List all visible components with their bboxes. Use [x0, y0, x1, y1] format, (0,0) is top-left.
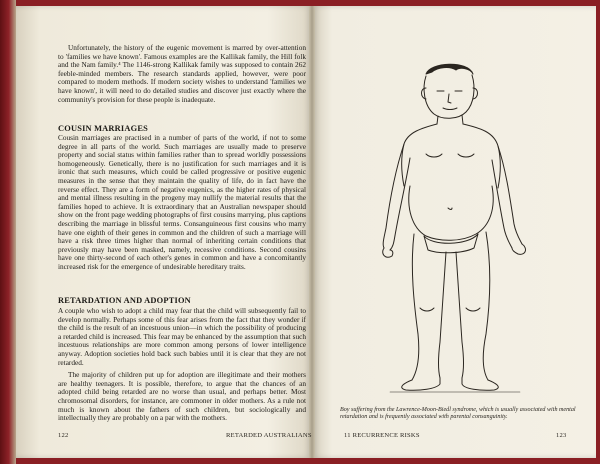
intro-paragraph: Unfortunately, the history of the eugenic movement is marred by over-attention to 'families we have known'. Famous examples are the Kallikak family, the Hill folk and the Nam family.⁴ The 1146-strong Kallikak family was supposed to contain 262 feeble-minded members. The research standards applied, however, were poor compared to modern methods. If modern society wishes to understand 'families we have known', it will need to do detailed studies and discover just exactly where the community's provision for these people is inadequate.: [58, 43, 306, 104]
right-page-number: 123: [556, 432, 567, 439]
boy-line-drawing: [360, 58, 550, 393]
figure-caption: Boy suffering from the Lawrence-Moon-Biedl syndrome, which is usually associated with mental retardation and is frequently associated with parental consanguinity.: [340, 407, 576, 421]
retardation-adoption-heading: RETARDATION AND ADOPTION: [58, 296, 191, 305]
left-running-head: RETARDED AUSTRALIANS: [226, 432, 312, 439]
right-chapter-label: 11 RECURRENCE RISKS: [344, 432, 420, 439]
book-gutter: [309, 6, 315, 458]
retardation-adoption-block: [58, 307, 306, 423]
cousin-marriages-heading: COUSIN MARRIAGES: [58, 124, 148, 133]
retardation-adoption-paragraph-2: The majority of children put up for adoption are illegitimate and their mothers are healthy teenagers. It is possible, therefore, to argue that the chances of an adopted child being retarded are no worse than usual, and perhaps better. Most chromosomal disorders, for instance, are commoner in older mothers. As a rule not much is known about the fathers of such children, but sociologically and intellectually they are probably on a par with the mothers.: [58, 370, 306, 423]
cousin-marriages-paragraph: Cousin marriages are practised in a number of parts of the world, if not to some degree in all parts of the world. Such marriages are usually made to preserve property and social status within families rather than to spread worldly possessions homogeneously. Genetically, there is no justification for such marriages and it is ironic that such measures, which could be called progressive or positive eugenic measures in the sense that they maintain the quality of life, do in fact have the reverse effect. They are a form of negative eugenics, as the higher rates of physical and mental illness resulting in the progeny may nullify the material results that the families hoped to achieve. It is extraordinary that an Australian newspaper should show on the front page wedding photographs of first cousins marrying, plus captions describing the marriage in blissful terms. Consanguineous first cousins who marry have one eighth of their genes in common and the children of such a marriage will have a risk three times higher than normal of inheriting certain conditions that previously may have been masked, namely, recessive conditions. Second cousins have one thirty-second of each other's genes in common and have a concomitantly increased risk for the emergence of undesirable hereditary traits.: [58, 133, 306, 271]
left-page-number: 122: [58, 432, 69, 439]
book-cover-edge: [0, 0, 16, 464]
retardation-adoption-paragraph-1: A couple who wish to adopt a child may fear that the child will subsequently fail to develop normally. Perhaps some of this fear arises from the fact that they wonder if the child is the result of an incestuous union—in which the possibility of producing a retarded child is increased. This fear may be enhanced by the assumption that such incestuous relationships are more common among persons of lower intelligence anyway. Adoption societies hold back such babies until it is clear that they are not retarded.: [58, 306, 306, 367]
cousin-marriages-block: [58, 134, 306, 272]
intro-paragraph-block: [58, 44, 306, 104]
